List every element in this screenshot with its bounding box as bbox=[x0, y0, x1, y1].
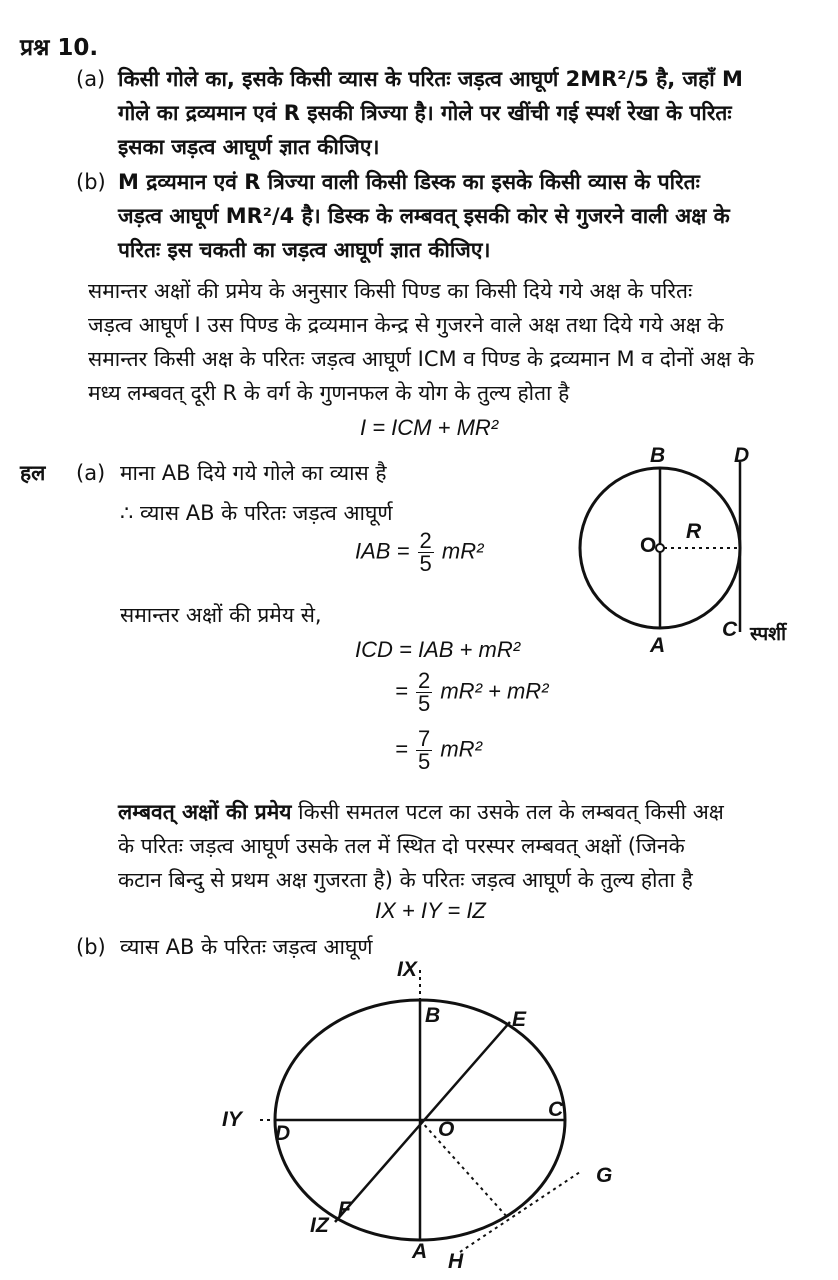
part-a-line-1: किसी गोले का, इसके किसी व्यास के परितः जड़त्व आघूर्ण 2MR²/5 है, जहाँ M bbox=[118, 67, 743, 91]
equation-iab-lhs: IAB = bbox=[355, 538, 410, 564]
solution-a-label: (a) bbox=[76, 461, 106, 485]
equation-icd-3-rhs: mR² bbox=[440, 736, 482, 762]
equals-sign: = bbox=[395, 736, 408, 762]
solution-a-line-2: ∴ व्यास AB के परितः जड़त्व आघूर्ण bbox=[120, 501, 393, 525]
label-f: F bbox=[338, 1198, 351, 1221]
label-o: O bbox=[640, 534, 657, 557]
equation-icd-2 bbox=[395, 670, 549, 715]
label-h: H bbox=[448, 1250, 464, 1273]
fraction-seven-fifths bbox=[416, 728, 432, 773]
perpendicular-equation: IX + IY = IZ bbox=[375, 898, 486, 923]
solution-label: हल bbox=[20, 461, 46, 485]
parallel-line-2: जड़त्व आघूर्ण I उस पिण्ड के द्रव्यमान केन्द्र से गुजरने वाले अक्ष तथा दिये गये अक्ष के bbox=[88, 313, 724, 337]
question-part-b bbox=[76, 165, 818, 267]
parallel-line-3: समान्तर किसी अक्ष के परितः जड़त्व आघूर्ण ICM व पिण्ड के द्रव्यमान M व दोनों अक्ष के bbox=[88, 347, 754, 371]
perpendicular-line-3: कटान बिन्दु से प्रथम अक्ष गुजरता है) के परितः जड़त्व आघूर्ण के तुल्य होता है bbox=[118, 868, 693, 892]
fraction-denominator: 5 bbox=[417, 691, 431, 716]
equation-icd-2-rhs: mR² + mR² bbox=[440, 678, 549, 704]
equals-sign: = bbox=[395, 678, 408, 704]
axis-ef bbox=[335, 1022, 510, 1222]
perpendicular-line-1-text: किसी समतल पटल का उसके तल के लम्बवत् किसी अक्ष bbox=[298, 800, 724, 824]
label-iz: IZ bbox=[310, 1214, 329, 1237]
radius-dotted-line bbox=[420, 1120, 508, 1218]
label-d: D bbox=[734, 444, 750, 467]
part-b-line-1: M द्रव्यमान एवं R त्रिज्या वाली किसी डिस्क का इसके किसी व्यास के परितः bbox=[118, 170, 700, 194]
label-e: E bbox=[512, 1008, 527, 1031]
label-a: A bbox=[412, 1240, 428, 1263]
fraction-two-fifths bbox=[418, 530, 434, 575]
equation-icd-3 bbox=[395, 728, 482, 773]
label-tangent: स्पर्शी bbox=[750, 623, 787, 645]
question-heading: प्रश्न 10. bbox=[20, 35, 99, 61]
disc-axes-diagram bbox=[210, 960, 630, 1270]
equation-iab-rhs: mR² bbox=[441, 538, 484, 564]
fraction-numerator: 7 bbox=[417, 726, 431, 751]
part-b-line-2: जड़त्व आघूर्ण MR²/4 है। डिस्क के लम्बवत् इसकी कोर से गुजरने वाली अक्ष के bbox=[118, 204, 730, 228]
label-c: C bbox=[548, 1098, 564, 1121]
part-a-line-2: गोले का द्रव्यमान एवं R इसकी त्रिज्या है। गोले पर खींची गई स्पर्श रेखा के परितः bbox=[118, 101, 732, 125]
label-c: C bbox=[722, 618, 738, 641]
fraction-numerator: 2 bbox=[417, 668, 431, 693]
part-b-line-3: परितः इस चकती का जड़त्व आघूर्ण ज्ञात कीजिए। bbox=[118, 238, 491, 262]
label-g: G bbox=[596, 1164, 613, 1187]
label-r: R bbox=[686, 520, 702, 543]
parallel-line-4: मध्य लम्बवत् दूरी R के वर्ग के गुणनफल के योग के तुल्य होता है bbox=[88, 381, 570, 405]
solution-a-line-1: माना AB दिये गये गोले का व्यास है bbox=[120, 461, 387, 485]
label-a: A bbox=[650, 634, 666, 657]
part-a-label: (a) bbox=[76, 67, 106, 91]
from-parallel-theorem: समान्तर अक्षों की प्रमेय से, bbox=[120, 603, 322, 627]
parallel-theorem-paragraph bbox=[88, 274, 818, 410]
parallel-equation: I = ICM + MR² bbox=[360, 415, 499, 440]
part-a-line-3: इसका जड़त्व आघूर्ण ज्ञात कीजिए। bbox=[118, 135, 380, 159]
label-o: O bbox=[438, 1118, 455, 1141]
centre-point bbox=[656, 544, 664, 552]
equation-iab bbox=[355, 530, 483, 575]
fraction-numerator: 2 bbox=[419, 528, 432, 553]
fraction-two-fifths bbox=[416, 670, 432, 715]
perpendicular-line-1 bbox=[118, 795, 818, 829]
fraction-denominator: 5 bbox=[419, 551, 432, 576]
perpendicular-theorem-title: लम्बवत् अक्षों की प्रमेय bbox=[118, 800, 292, 824]
solution-b-label: (b) bbox=[76, 935, 106, 959]
perpendicular-line-2: के परितः जड़त्व आघूर्ण उसके तल में स्थित दो परस्पर लम्बवत् अक्षों (जिनके bbox=[118, 834, 685, 858]
label-b: B bbox=[425, 1004, 441, 1027]
equation-icd-1: ICD = IAB + mR² bbox=[355, 637, 521, 662]
question-part-a bbox=[76, 62, 818, 164]
label-ix: IX bbox=[397, 958, 417, 981]
parallel-line-1: समान्तर अक्षों की प्रमेय के अनुसार किसी पिण्ड का किसी दिये गये अक्ष के परितः bbox=[88, 279, 693, 303]
solution-b-line-1: व्यास AB के परितः जड़त्व आघूर्ण bbox=[120, 935, 373, 959]
fraction-denominator: 5 bbox=[417, 749, 431, 774]
label-b: B bbox=[650, 444, 666, 467]
label-d: D bbox=[275, 1122, 291, 1145]
part-b-label: (b) bbox=[76, 170, 106, 194]
perpendicular-theorem-paragraph bbox=[118, 795, 818, 897]
label-iy: IY bbox=[222, 1108, 242, 1131]
